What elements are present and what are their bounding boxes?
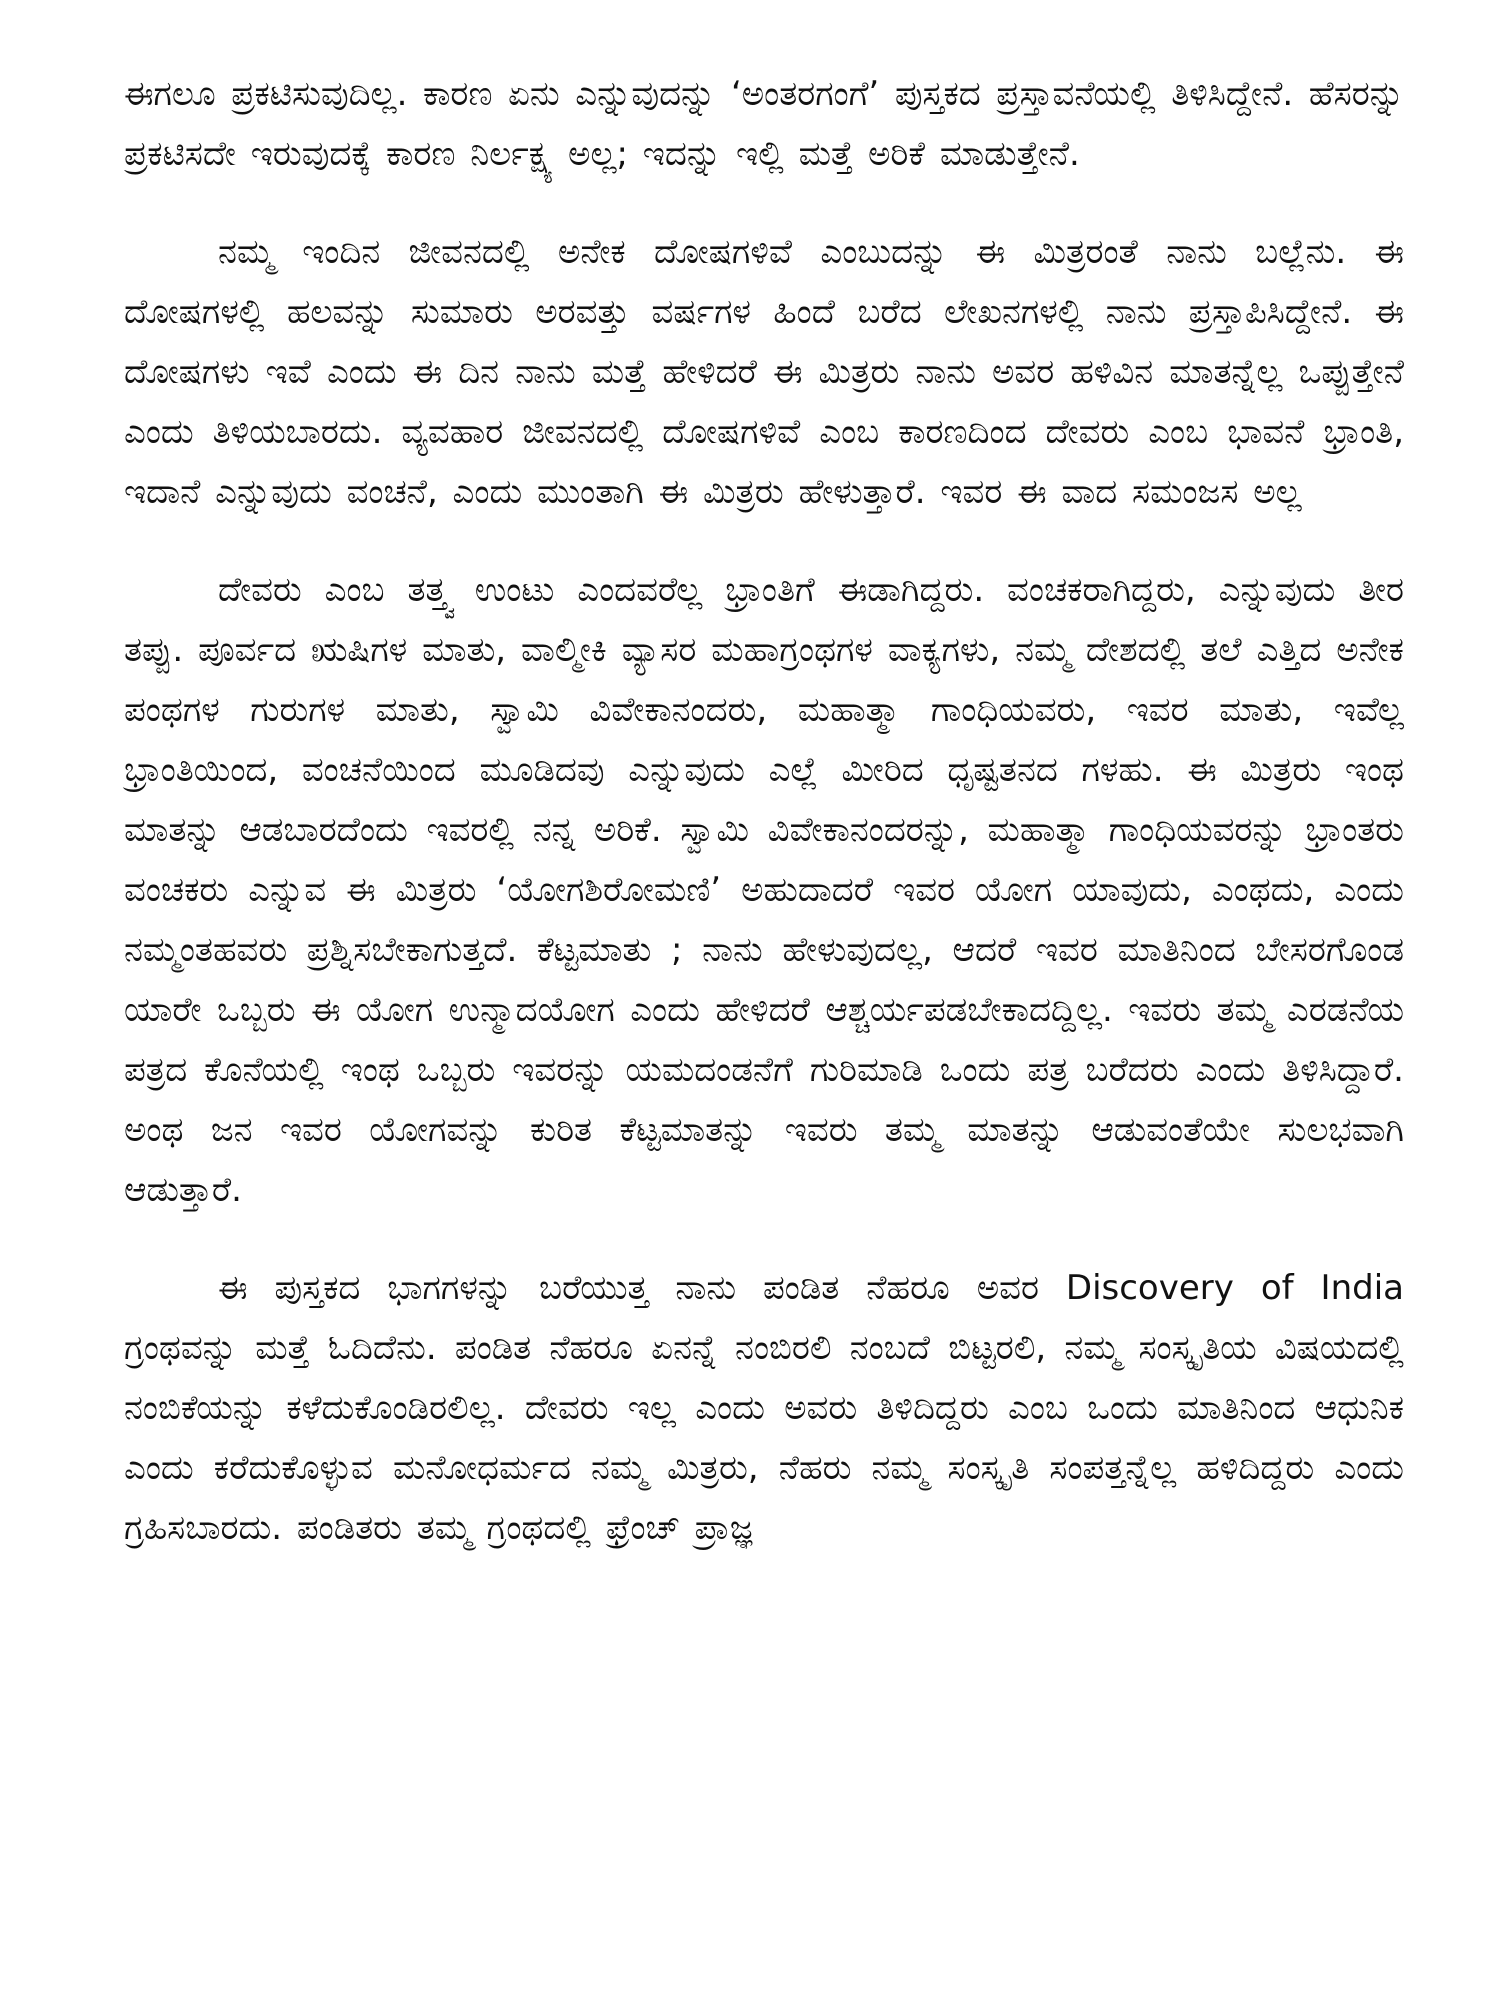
paragraph-2: ನಮ್ಮ ಇಂದಿನ ಜೀವನದಲ್ಲಿ ಅನೇಕ ದೋಷಗಳಿವೆ ಎಂಬುದನ್ನು ಈ ಮಿತ್ರರಂತೆ ನಾನು ಬಲ್ಲೆನು. ಈ ದೋಷಗಳಲ್ಲಿ ಹಲವನ್ನು ಸುಮಾರು ಅರವತ್ತು ವರ್ಷಗಳ ಹಿಂದೆ ಬರೆದ ಲೇಖನಗಳಲ್ಲಿ ನಾನು ಪ್ರಸ್ತಾಪಿಸಿದ್ದೇನೆ. ಈ ದೋಷಗಳು ಇವೆ ಎಂದು ಈ ದಿನ ನಾನು ಮತ್ತೆ ಹೇಳಿದರೆ ಈ ಮಿತ್ರರು ನಾನು ಅವರ ಹಳಿವಿನ ಮಾತನ್ನೆಲ್ಲ ಒಪ್ಪುತ್ತೇನೆ ಎಂದು ತಿಳಿಯಬಾರದು. ವ್ಯವಹಾರ ಜೀವನದಲ್ಲಿ ದೋಷಗಳಿವೆ ಎಂಬ ಕಾರಣದಿಂದ ದೇವರು ಎಂಬ ಭಾವನೆ ಭ್ರಾಂತಿ, ಇದಾನೆ ಎನ್ನುವುದು ವಂಚನೆ, ಎಂದು ಮುಂತಾಗಿ ಈ ಮಿತ್ರರು ಹೇಳುತ್ತಾರೆ. ಇವರ ಈ ವಾದ ಸಮಂಜಸ ಅಲ್ಲ: [124, 232, 1404, 512]
paragraph-3: ದೇವರು ಎಂಬ ತತ್ತ್ವ ಉಂಟು ಎಂದವರೆಲ್ಲ ಭ್ರಾಂತಿಗೆ ಈಡಾಗಿದ್ದರು. ವಂಚಕರಾಗಿದ್ದರು, ಎನ್ನುವುದು ತೀರ ತಪ್ಪು. ಪೂರ್ವದ ಋಷಿಗಳ ಮಾತು, ವಾಲ್ಮೀಕಿ ವ್ಯಾಸರ ಮಹಾಗ್ರಂಥಗಳ ವಾಕ್ಯಗಳು, ನಮ್ಮ ದೇಶದಲ್ಲಿ ತಲೆ ಎತ್ತಿದ ಅನೇಕ ಪಂಥಗಳ ಗುರುಗಳ ಮಾತು, ಸ್ವಾಮಿ ವಿವೇಕಾನಂದರು, ಮಹಾತ್ಮಾ ಗಾಂಧಿಯವರು, ಇವರ ಮಾತು, ಇವೆಲ್ಲ ಭ್ರಾಂತಿಯಿಂದ, ವಂಚನೆಯಿಂದ ಮೂಡಿದವು ಎನ್ನುವುದು ಎಲ್ಲೆ ಮೀರಿದ ಧೃಷ್ಟತನದ ಗಳಹು. ಈ ಮಿತ್ರರು ಇಂಥ ಮಾತನ್ನು ಆಡಬಾರದೆಂದು ಇವರಲ್ಲಿ ನನ್ನ ಅರಿಕೆ. ಸ್ವಾಮಿ ವಿವೇಕಾನಂದರನ್ನು, ಮಹಾತ್ಮಾ ಗಾಂಧಿಯವರನ್ನು ಭ್ರಾಂತರು ವಂಚಕರು ಎನ್ನುವ ಈ ಮಿತ್ರರು ‘ಯೋಗಶಿರೋಮಣಿ’ ಅಹುದಾದರೆ ಇವರ ಯೋಗ ಯಾವುದು, ಎಂಥದು, ಎಂದು ನಮ್ಮಂತಹವರು ಪ್ರಶ್ನಿಸಬೇಕಾಗುತ್ತದೆ. ಕೆಟ್ಟಮಾತು ; ನಾನು ಹೇಳುವುದಲ್ಲ, ಆದರೆ ಇವರ ಮಾತಿನಿಂದ ಬೇಸರಗೊಂಡ ಯಾರೇ ಒಬ್ಬರು ಈ ಯೋಗ ಉನ್ಮಾದಯೋಗ ಎಂದು ಹೇಳಿದರೆ ಆಶ್ಚರ್ಯಪಡಬೇಕಾದದ್ದಿಲ್ಲ. ಇವರು ತಮ್ಮ ಎರಡನೆಯ ಪತ್ರದ ಕೊನೆಯಲ್ಲಿ ಇಂಥ ಒಬ್ಬರು ಇವರನ್ನು ಯಮದಂಡನೆಗೆ ಗುರಿಮಾಡಿ ಒಂದು ಪತ್ರ ಬರೆದರು ಎಂದು ತಿಳಿಸಿದ್ದಾರೆ. ಅಂಥ ಜನ ಇವರ ಯೋಗವನ್ನು ಕುರಿತ ಕೆಟ್ಟಮಾತನ್ನು ಇವರು ತಮ್ಮ ಮಾತನ್ನು ಆಡುವಂತೆಯೇ ಸುಲಭವಾಗಿ ಆಡುತ್ತಾರೆ.: [124, 570, 1404, 1210]
paragraph-4: ಈ ಪುಸ್ತಕದ ಭಾಗಗಳನ್ನು ಬರೆಯುತ್ತ ನಾನು ಪಂಡಿತ ನೆಹರೂ ಅವರ Discovery of India ಗ್ರಂಥವನ್ನು ಮತ್ತೆ ಓದಿದೆನು. ಪಂಡಿತ ನೆಹರೂ ಏನನ್ನೆ ನಂಬಿರಲಿ ನಂಬದೆ ಬಿಟ್ಟರಲಿ, ನಮ್ಮ ಸಂಸ್ಕೃತಿಯ ವಿಷಯದಲ್ಲಿ ನಂಬಿಕೆಯನ್ನು ಕಳೆದುಕೊಂಡಿರಲಿಲ್ಲ. ದೇವರು ಇಲ್ಲ ಎಂದು ಅವರು ತಿಳಿದಿದ್ದರು ಎಂಬ ಒಂದು ಮಾತಿನಿಂದ ಆಧುನಿಕ ಎಂದು ಕರೆದುಕೊಳ್ಳುವ ಮನೋಧರ್ಮದ ನಮ್ಮ ಮಿತ್ರರು, ನೆಹರು ನಮ್ಮ ಸಂಸ್ಕೃತಿ ಸಂಪತ್ತನ್ನೆಲ್ಲ ಹಳಿದಿದ್ದರು ಎಂದು ಗ್ರಹಿಸಬಾರದು. ಪಂಡಿತರು ತಮ್ಮ ಗ್ರಂಥದಲ್ಲಿ ಫ್ರೆಂಚ್ ಪ್ರಾಜ್ಞ: [124, 1268, 1404, 1548]
document-page: [124, 64, 1404, 1558]
paragraph-1: ಈಗಲೂ ಪ್ರಕಟಿಸುವುದಿಲ್ಲ. ಕಾರಣ ಏನು ಎನ್ನುವುದನ್ನು ‘ಅಂತರಗಂಗೆ’ ಪುಸ್ತಕದ ಪ್ರಸ್ತಾವನೆಯಲ್ಲಿ ತಿಳಿಸಿದ್ದೇನೆ. ಹೆಸರನ್ನು ಪ್ರಕಟಿಸದೇ ಇರುವುದಕ್ಕೆ ಕಾರಣ ನಿರ್ಲಕ್ಷ್ಯ ಅಲ್ಲ; ಇದನ್ನು ಇಲ್ಲಿ ಮತ್ತೆ ಅರಿಕೆ ಮಾಡುತ್ತೇನೆ.: [124, 74, 1404, 174]
